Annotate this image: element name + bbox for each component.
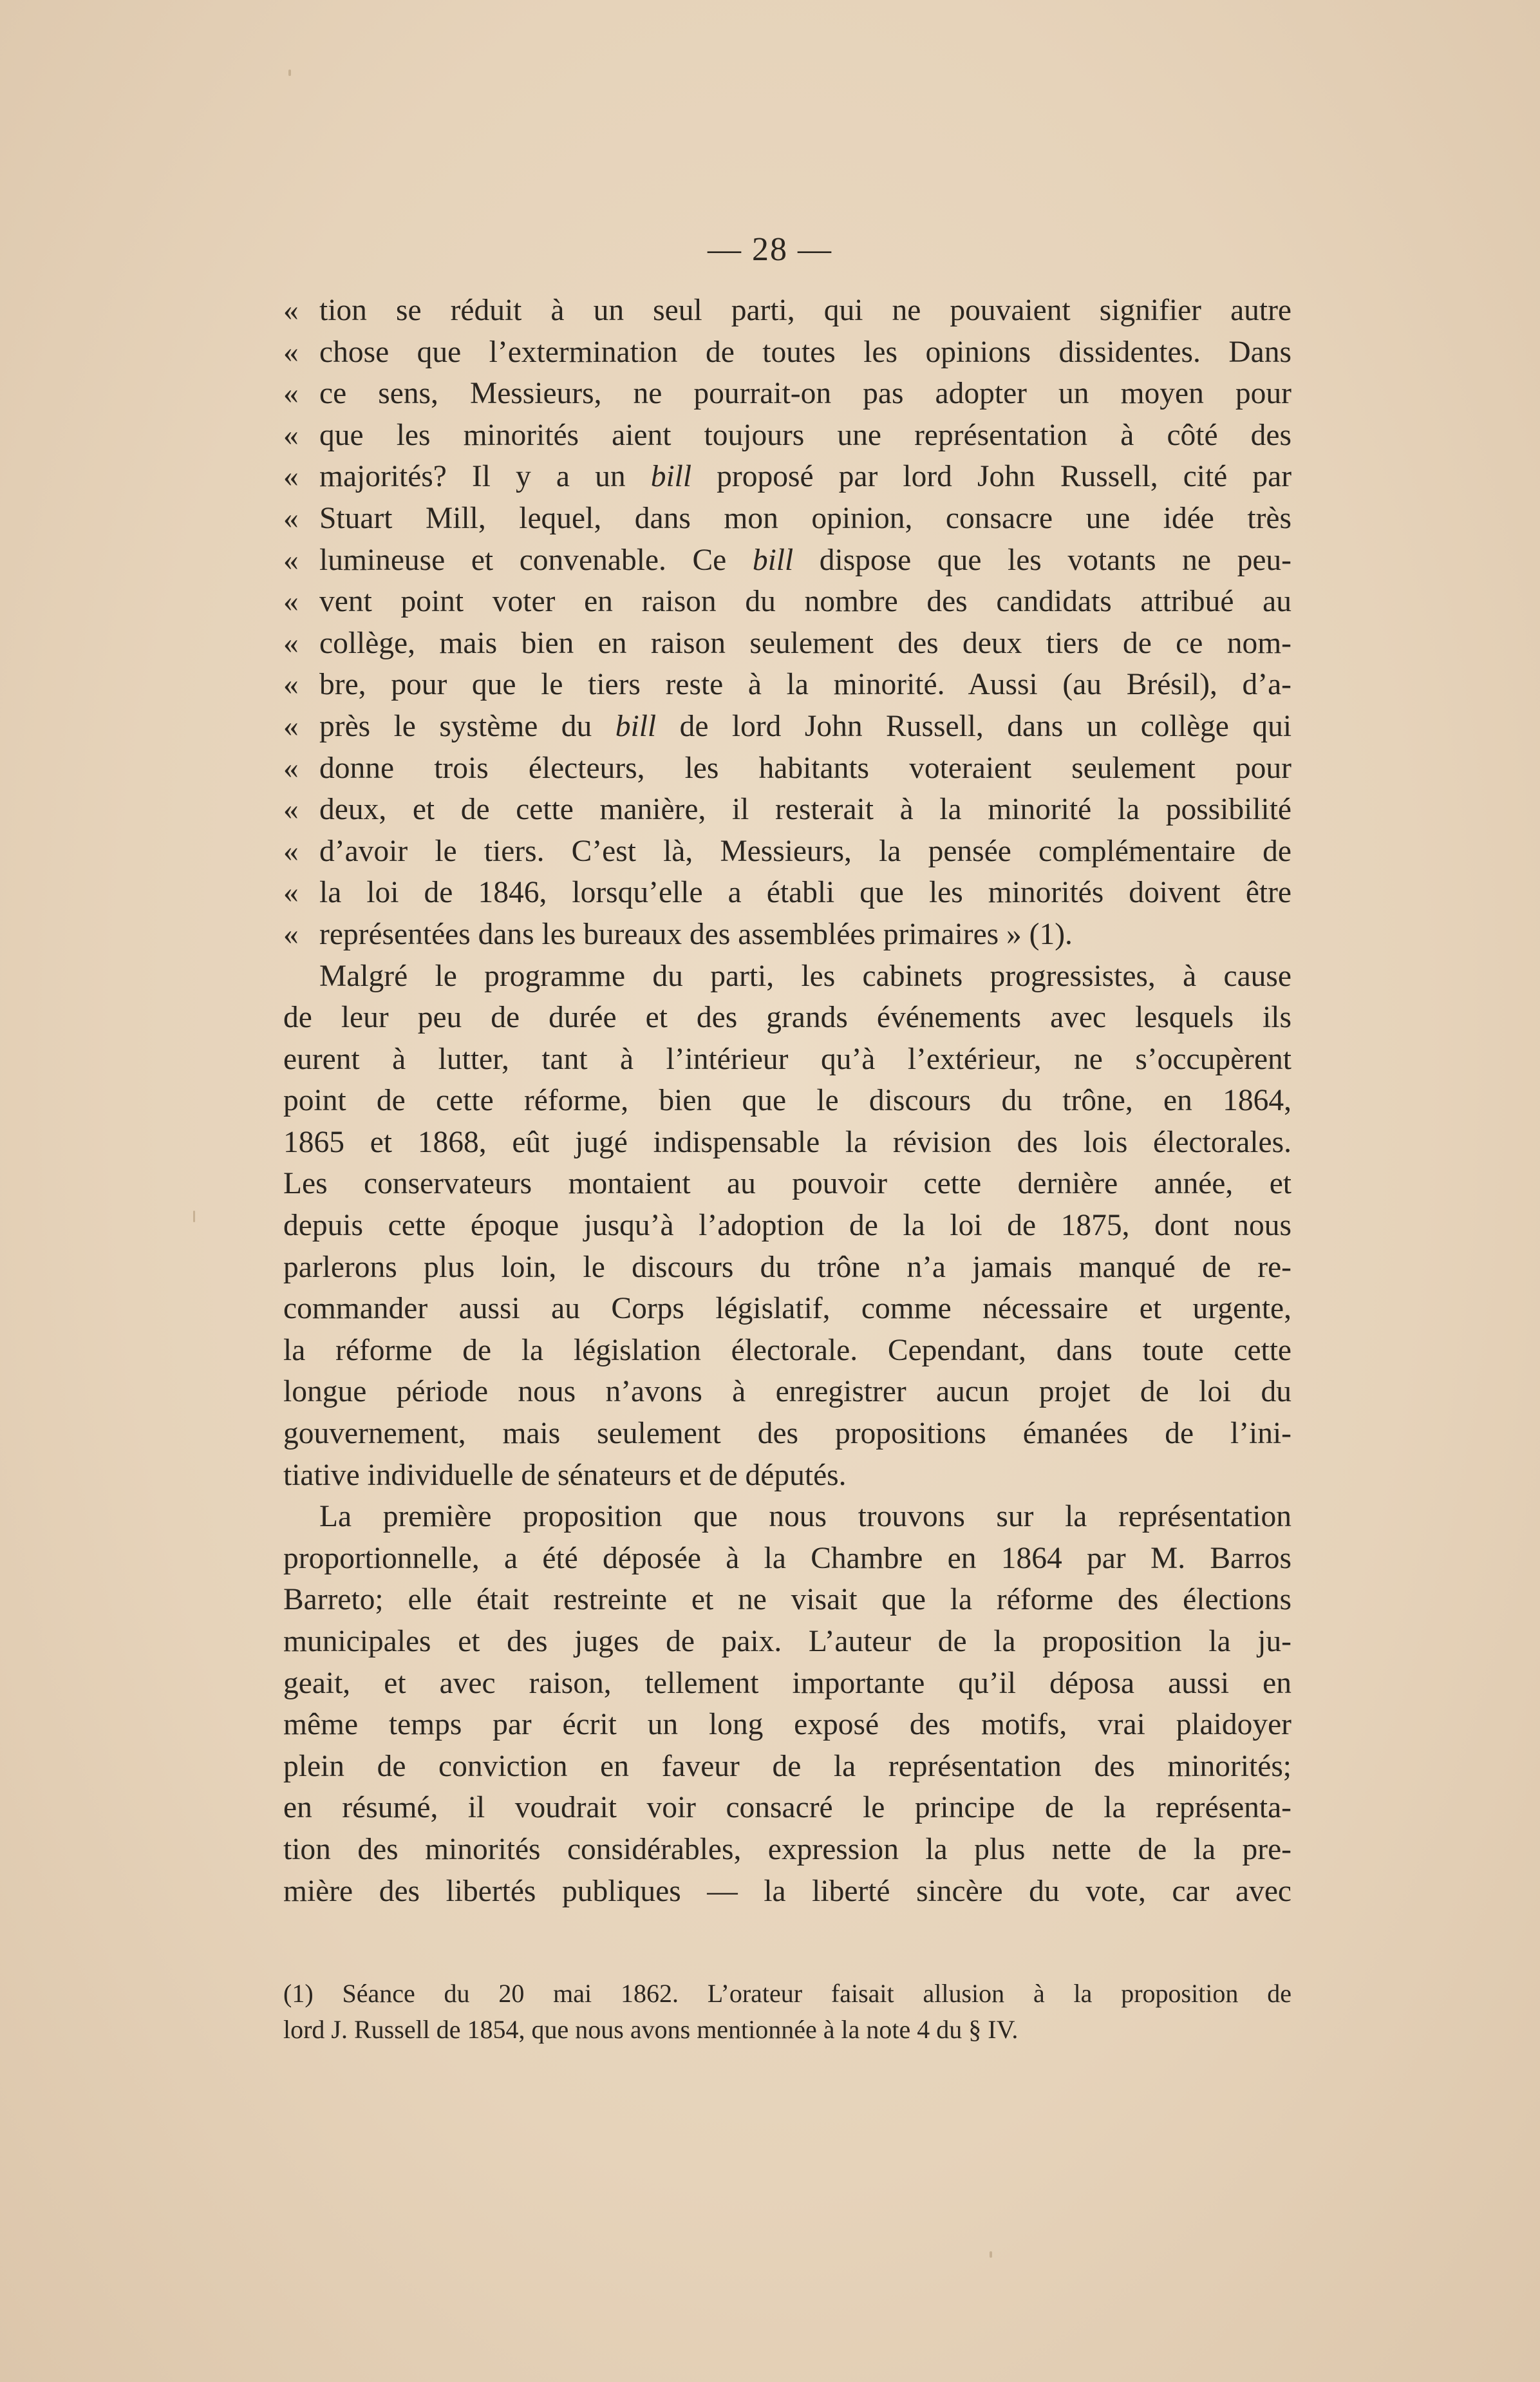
paragraph-line: tion des minorités considérables, expression la plus nette de la pre- [283, 1832, 1291, 1866]
quoted-line: « la loi de 1846, lorsqu’elle a établi que les minorités doivent être [283, 876, 1291, 910]
paragraph-line: en résumé, il voudrait voir consacré le principe de la représenta- [283, 1791, 1291, 1825]
paragraph-line: la réforme de la législation électorale. Cependant, dans toute cette [283, 1333, 1291, 1367]
quoted-line: « ce sens, Messieurs, ne pourrait-on pas adopter un moyen pour [283, 377, 1291, 411]
quoted-line: « que les minorités aient toujours une représentation à côté des [283, 418, 1291, 452]
paragraph-line: point de cette réforme, bien que le discours du trône, en 1864, [283, 1084, 1291, 1118]
footnote [283, 1976, 1291, 2048]
italic-word: bill [650, 460, 692, 494]
paragraph-line: même temps par écrit un long exposé des motifs, vrai plaidoyer [283, 1708, 1291, 1742]
italic-word: bill [752, 543, 794, 577]
quoted-line: « collège, mais bien en raison seulement des deux tiers de ce nom- [283, 626, 1291, 660]
paper-speck [990, 2251, 992, 2258]
footnote-line: lord J. Russell de 1854, que nous avons mentionnée à la note 4 du § IV. [283, 2015, 1019, 2044]
paragraph-line: depuis cette époque jusqu’à l’adoption de la loi de 1875, dont nous [283, 1209, 1291, 1243]
paragraph-line: proportionnelle, a été déposée à la Chambre en 1864 par M. Barros [283, 1541, 1291, 1575]
paragraph-line: La première proposition que nous trouvons sur la représentation [319, 1500, 1291, 1534]
quoted-line: « représentées dans les bureaux des assemblées primaires » (1). [283, 917, 1073, 951]
quoted-line: « Stuart Mill, lequel, dans mon opinion, consacre une idée très [283, 501, 1291, 535]
paragraph-line: Malgré le programme du parti, les cabinets progressistes, à cause [319, 959, 1291, 993]
quoted-line: « lumineuse et convenable. Ce bill dispose que les votants ne peu- [283, 543, 1291, 577]
page-number: — 28 — [708, 231, 832, 268]
paragraph-line: Les conservateurs montaient au pouvoir cette dernière année, et [283, 1167, 1291, 1201]
quoted-line: « bre, pour que le tiers reste à la minorité. Aussi (au Brésil), d’a- [283, 668, 1291, 702]
quoted-line: « donne trois électeurs, les habitants voteraient seulement pour [283, 751, 1291, 785]
paragraph-line: gouvernement, mais seulement des propositions émanées de l’ini- [283, 1417, 1291, 1451]
paragraph-line: geait, et avec raison, tellement importante qu’il déposa aussi en [283, 1666, 1291, 1700]
quoted-line: « vent point voter en raison du nombre des candidats attribué au [283, 585, 1291, 619]
paragraph-line: tiative individuelle de sénateurs et de députés. [283, 1458, 847, 1492]
paragraph-line: parlerons plus loin, le discours du trône n’a jamais manqué de re- [283, 1250, 1291, 1284]
paragraph-line: mière des libertés publiques — la liberté sincère du vote, car avec [283, 1874, 1291, 1908]
paragraph-line: de leur peu de durée et des grands événements avec lesquels ils [283, 1001, 1291, 1035]
quoted-line: « près le système du bill de lord John Russell, dans un collège qui [283, 709, 1291, 743]
body-text [283, 290, 1291, 1912]
paragraph-line: 1865 et 1868, eût jugé indispensable la révision des lois électorales. [283, 1125, 1291, 1159]
quoted-line: « d’avoir le tiers. C’est là, Messieurs, la pensée complémentaire de [283, 834, 1291, 868]
paragraph-line: longue période nous n’avons à enregistrer aucun projet de loi du [283, 1375, 1291, 1409]
quote-mark: « [283, 294, 299, 327]
paper-speck [193, 1211, 195, 1222]
paragraph-line: commander aussi au Corps législatif, comme nécessaire et urgente, [283, 1292, 1291, 1326]
paragraph-line: eurent à lutter, tant à l’intérieur qu’à l’extérieur, ne s’occupèrent [283, 1042, 1291, 1076]
quoted-line: « chose que l’extermination de toutes les opinions dissidentes. Dans [283, 335, 1291, 369]
paragraph-line: municipales et des juges de paix. L’auteur de la proposition la ju- [283, 1625, 1291, 1658]
paragraph-line: plein de conviction en faveur de la représentation des minorités; [283, 1749, 1291, 1783]
quoted-line: « tion se réduit à un seul parti, qui ne pouvaient signifier autre [283, 290, 1291, 332]
paragraph-line: Barreto; elle était restreinte et ne visait que la réforme des élections [283, 1583, 1291, 1617]
italic-word: bill [615, 709, 657, 743]
quoted-line: « deux, et de cette manière, il resterait à la minorité la possibilité [283, 793, 1291, 827]
quoted-line: « majorités? Il y a un bill proposé par lord John Russell, cité par [283, 460, 1291, 494]
paper-speck [288, 70, 291, 76]
footnote-line: (1) Séance du 20 mai 1862. L’orateur faisait allusion à la proposition de [283, 1979, 1291, 2008]
